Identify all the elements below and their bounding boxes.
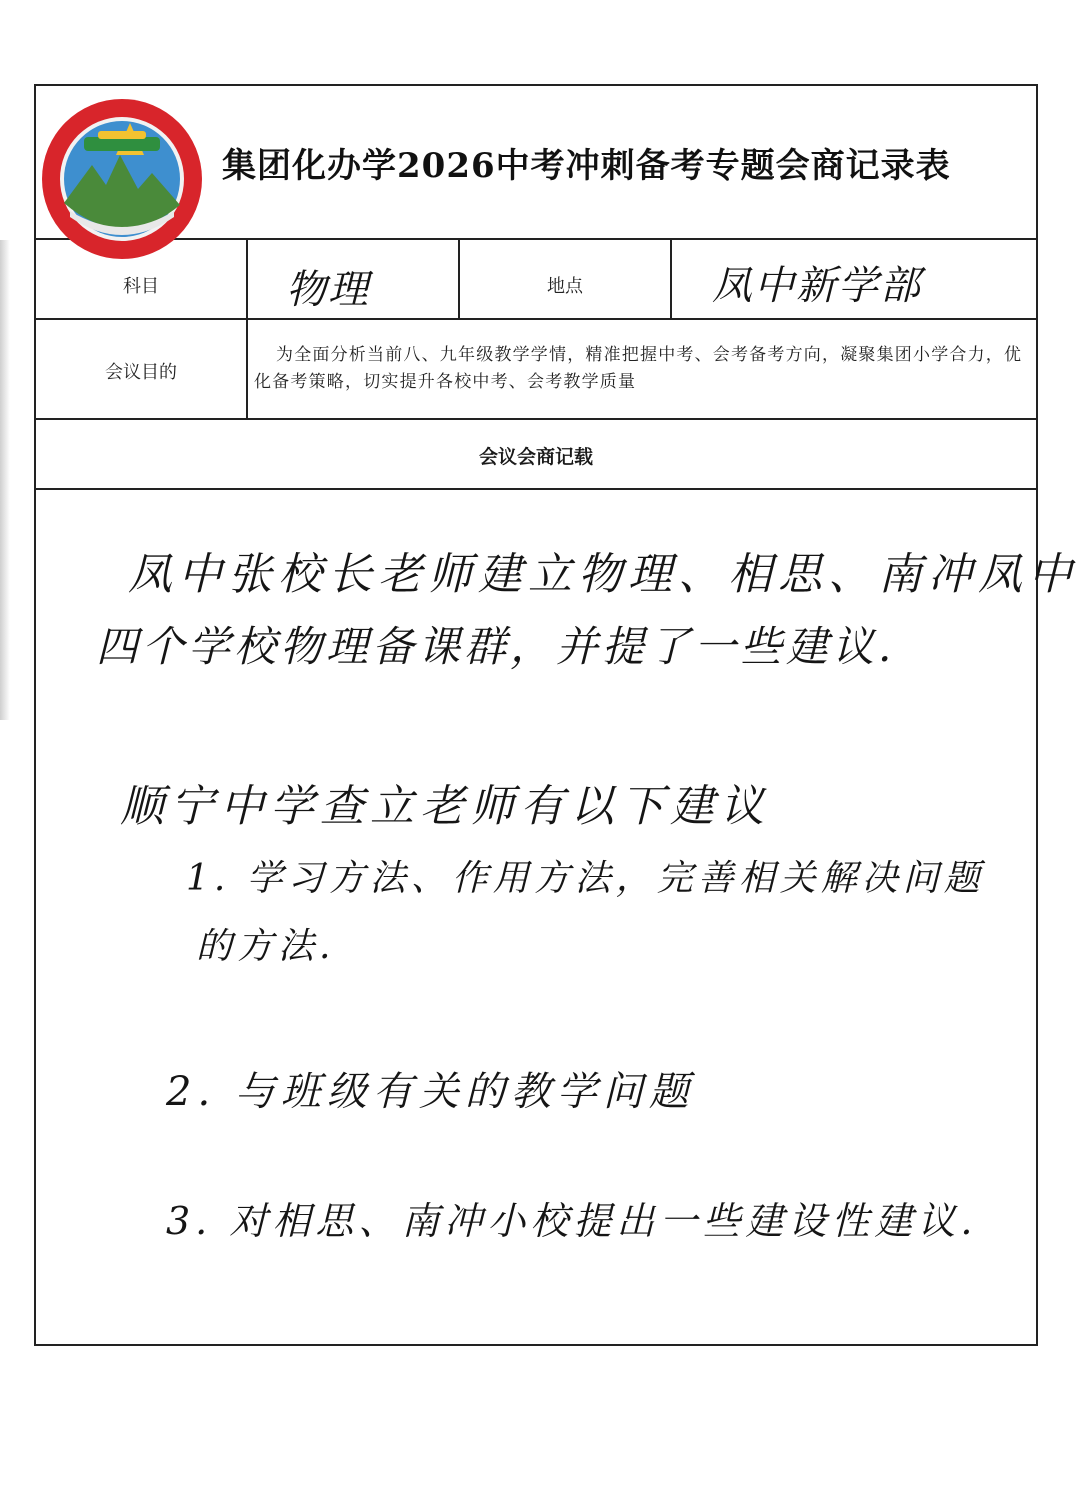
school-seal-logo	[40, 93, 204, 265]
note-line-2: 四个学校物理备课群，并提了一些建议.	[96, 622, 896, 671]
subject-value: 物理	[286, 267, 370, 313]
note-line-3: 顺宁中学查立老师有以下建议	[120, 781, 770, 832]
purpose-label-cell	[36, 320, 248, 418]
note-line-1: 凤中张校长老师建立物理、相思、南冲凤中	[128, 549, 1078, 600]
location-value: 凤中新学部	[712, 263, 922, 309]
location-value-cell	[672, 240, 1036, 318]
subject-label: 科目	[123, 276, 159, 297]
handwritten-notes	[36, 490, 1078, 1344]
note-line-4: 1. 学习方法、作用方法，完善相关解决问题	[186, 858, 985, 899]
note-line-6: 2. 与班级有关的教学问题	[166, 1069, 695, 1115]
record-heading: 会议会商记载	[478, 446, 593, 468]
location-label-cell	[460, 240, 672, 318]
record-heading-row	[36, 420, 1036, 490]
record-form	[34, 84, 1078, 1346]
form-title: 集团化办学2026中考冲刺备考专题会商记录表	[222, 146, 951, 186]
note-line-5: 的方法.	[196, 926, 336, 967]
purpose-label: 会议目的	[105, 362, 177, 383]
purpose-text-cell	[248, 320, 1036, 418]
purpose-row	[36, 320, 1036, 420]
scan-edge-shadow	[0, 240, 10, 720]
location-label: 地点	[547, 276, 583, 297]
subject-value-cell	[248, 240, 460, 318]
purpose-text: 为全面分析当前八、九年级教学学情，精准把握中考、会考备考方向，凝聚集团小学合力，优化备考策略，切实提升各校中考、会考教学质量	[254, 345, 1023, 392]
note-line-7: 3. 对相思、南冲小校提出一些建设性建议.	[166, 1199, 978, 1243]
